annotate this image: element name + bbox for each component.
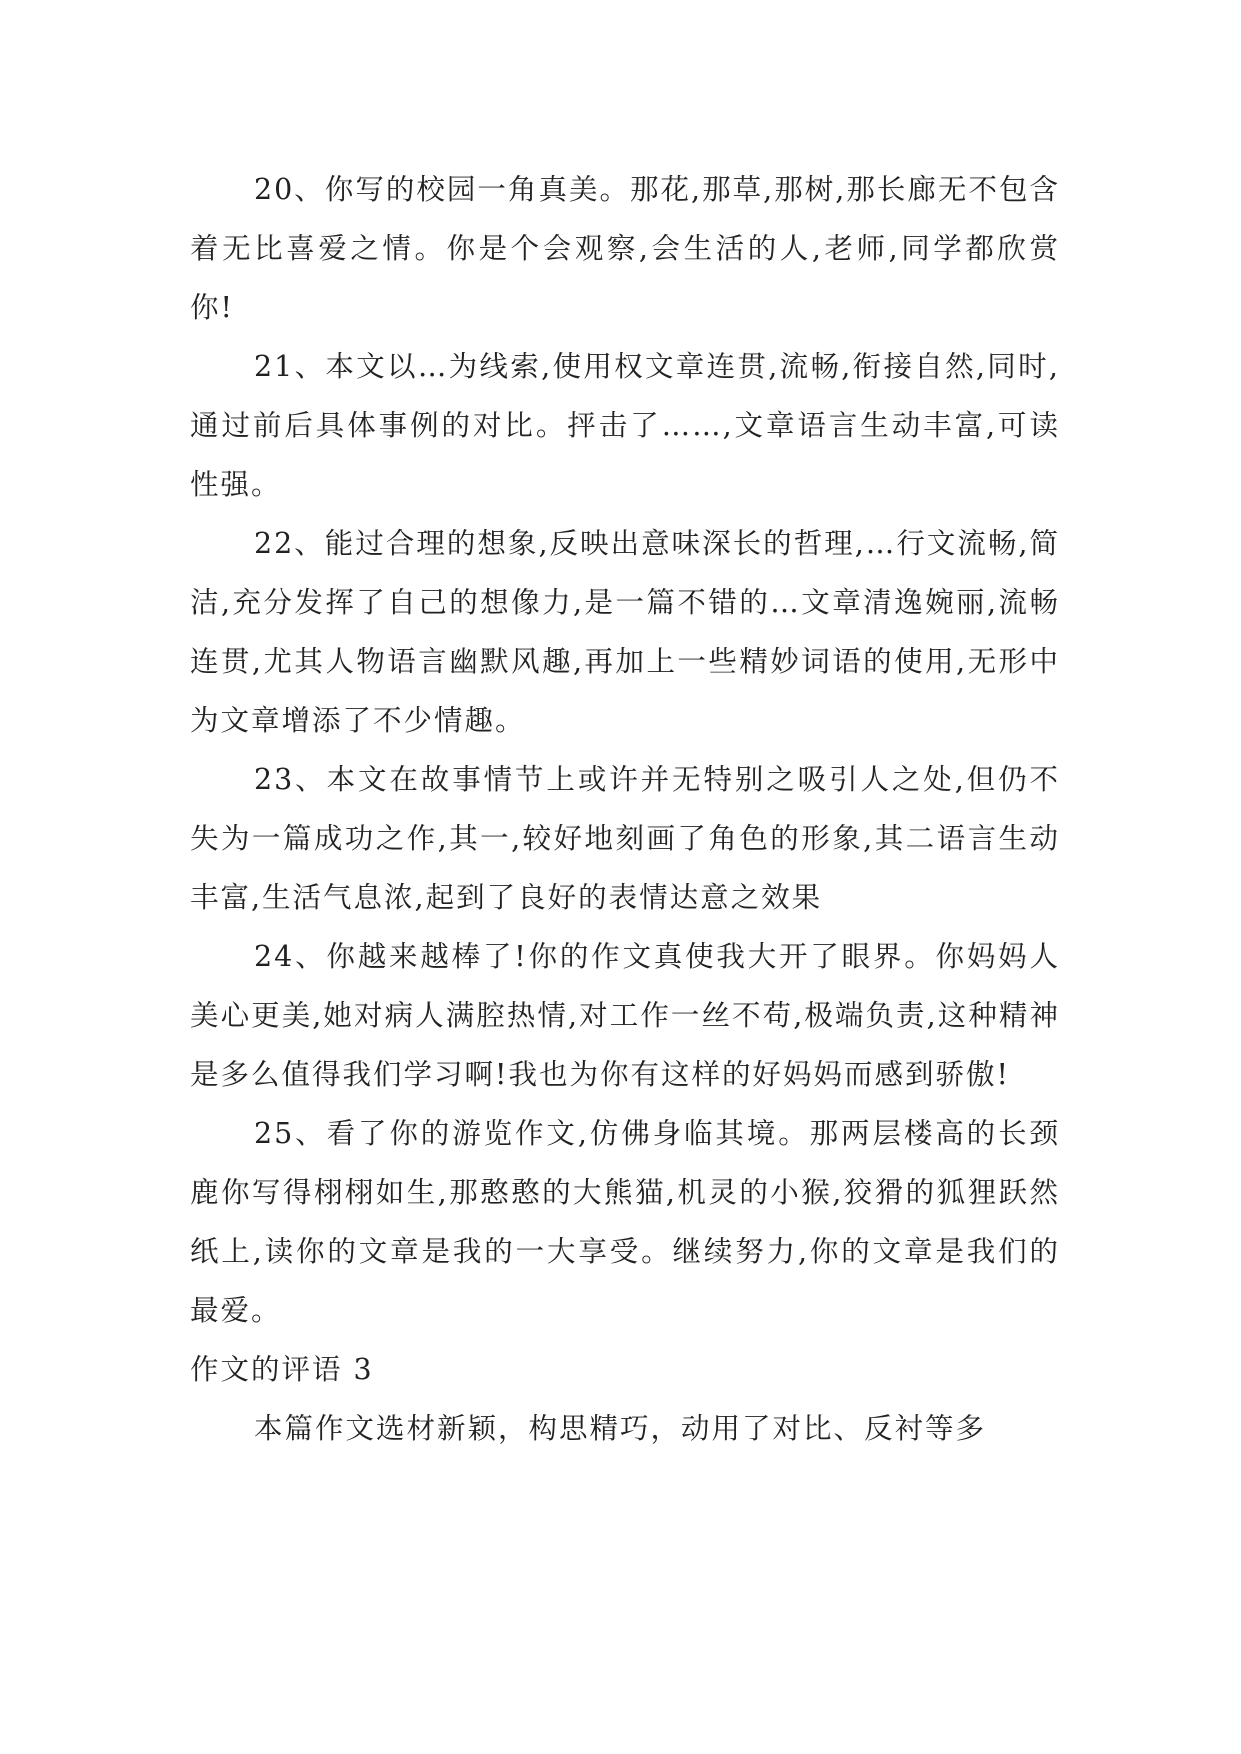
comment-paragraph-23: 23、本文在故事情节上或许并无特别之吸引人之处,但仍不失为一篇成功之作,其一,较好地刻画了角色的形象,其二语言生动丰富,生活气息浓,起到了良好的表情达意之效果: [190, 763, 1060, 914]
comment-paragraph-25: 25、看了你的游览作文,仿佛身临其境。那两层楼高的长颈鹿你写得栩栩如生,那憨憨的大熊猫,机灵的小猴,狡猾的狐狸跃然纸上,读你的文章是我的一大享受。继续努力,你的文章是我们的最爱。: [190, 1117, 1060, 1327]
comment-paragraph-21: 21、本文以…为线索,使用权文章连贯,流畅,衔接自然,同时,通过前后具体事例的对比。抨击了……,文章语言生动丰富,可读性强。: [190, 350, 1060, 501]
comment-paragraph-24: 24、你越来越棒了!你的作文真使我大开了眼界。你妈妈人美心更美,她对病人满腔热情,对工作一丝不苟,极端负责,这种精神是多么值得我们学习啊!我也为你有这样的好妈妈而感到骄傲!: [190, 940, 1060, 1091]
document-body: [190, 160, 1060, 1458]
comment-paragraph-22: 22、能过合理的想象,反映出意味深长的哲理,…行文流畅,简洁,充分发挥了自己的想像力,是一篇不错的…文章清逸婉丽,流畅连贯,尤其人物语言幽默风趣,再加上一些精妙词语的使用,无形中为文章增添了不少情趣。: [190, 527, 1060, 737]
section-paragraph-1: 本篇作文选材新颖，构思精巧，动用了对比、反衬等多: [254, 1412, 987, 1445]
section-heading: 作文的评语 3: [190, 1353, 374, 1386]
comment-paragraph-20: 20、你写的校园一角真美。那花,那草,那树,那长廊无不包含着无比喜爱之情。你是个会观察,会生活的人,老师,同学都欣赏你!: [190, 173, 1060, 324]
